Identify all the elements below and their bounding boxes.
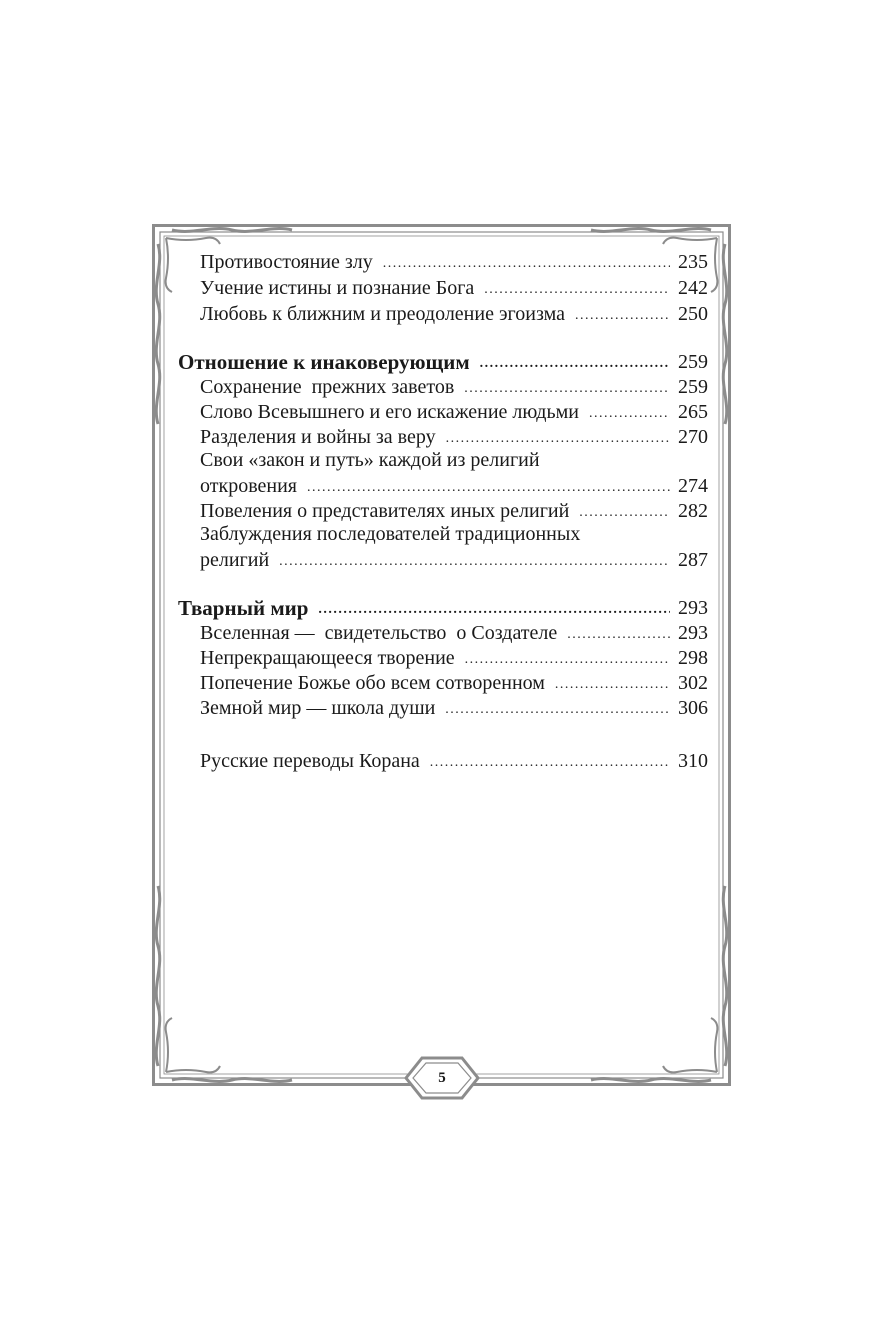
toc-entry-page: 250 [678, 303, 708, 325]
dot-leader [307, 478, 670, 498]
toc-entry [178, 374, 708, 399]
toc-entry-page: 293 [678, 622, 708, 644]
toc-entry-title: Разделения и войны за веру [200, 426, 436, 448]
toc-entry [178, 747, 708, 773]
toc-section-page: 259 [678, 351, 708, 373]
dot-leader [446, 429, 670, 449]
dot-leader [575, 306, 670, 326]
toc-entry-page: 282 [678, 500, 708, 522]
toc-entry-title: Слово Всевышнего и его искажение людьми [200, 401, 579, 423]
spacer [178, 720, 708, 747]
toc-entry [178, 645, 708, 670]
dot-leader [445, 700, 670, 720]
toc-entry-title: Вселенная — свидетельство о Создателе [200, 622, 558, 644]
toc-entry [178, 670, 708, 695]
dot-leader [383, 254, 670, 274]
toc-entry-title: Учение истины и познание Бога [200, 277, 475, 299]
toc-entry [178, 498, 708, 523]
toc-section-page: 293 [678, 597, 708, 619]
toc-section-heading [178, 348, 708, 374]
dot-leader [480, 354, 670, 374]
toc-entry [178, 546, 708, 572]
toc-entry [178, 695, 708, 720]
dot-leader [318, 600, 670, 620]
dot-leader [464, 379, 670, 399]
dot-leader [484, 280, 670, 300]
toc-entry-title: Русские переводы Корана [200, 750, 420, 772]
toc-entry-page: 274 [678, 475, 708, 497]
page-number: 5 [438, 1070, 446, 1086]
toc-entry-title-line2: откровения [200, 475, 298, 497]
toc-entry-page: 265 [678, 401, 708, 423]
toc-entry-title: Любовь к ближним и преодоление эгоизма [200, 303, 565, 325]
toc-entry-title: Непрекращающееся творение [200, 647, 455, 669]
toc-entry-title: Противостояние злу [200, 251, 373, 273]
dot-leader [555, 675, 670, 695]
toc-entry-page: 310 [678, 750, 708, 772]
dot-leader [279, 552, 670, 572]
toc-section-heading [178, 594, 708, 620]
toc-entry [178, 424, 708, 449]
toc-entry-title-line2: религий [200, 549, 270, 571]
toc-entry [178, 248, 708, 274]
toc-section-title: Отношение к инаковерующим [178, 350, 470, 374]
toc-entry [178, 472, 708, 498]
toc-entry-page: 302 [678, 672, 708, 694]
toc-entry-title: Земной мир — школа души [200, 697, 436, 719]
toc-entry [178, 300, 708, 326]
toc-entry-page: 298 [678, 647, 708, 669]
toc-entry [178, 274, 708, 300]
toc-entry [178, 399, 708, 424]
toc-entry-page: 242 [678, 277, 708, 299]
spacer [178, 572, 708, 594]
dot-leader [465, 650, 670, 670]
toc-entry-title: Попечение Божье обо всем сотворенном [200, 672, 545, 694]
toc-entry-page: 270 [678, 426, 708, 448]
toc-entry [178, 620, 708, 645]
toc-entry-title-line1: Свои «закон и путь» каждой из религий [200, 449, 540, 471]
toc-section-title: Тварный мир [178, 596, 309, 620]
dot-leader [430, 753, 670, 773]
dot-leader [567, 625, 670, 645]
page-number-badge [404, 1056, 480, 1100]
toc-entry-page: 306 [678, 697, 708, 719]
table-of-contents [178, 248, 708, 773]
toc-entry-title: Сохранение прежних заветов [200, 376, 455, 398]
toc-entry-page: 235 [678, 251, 708, 273]
toc-entry-page: 287 [678, 549, 708, 571]
toc-entry-page: 259 [678, 376, 708, 398]
toc-entry-title: Повеления о представителях иных религий [200, 500, 570, 522]
dot-leader [589, 404, 670, 424]
spacer [178, 326, 708, 348]
toc-entry-title-line1: Заблуждения последователей традиционных [200, 523, 581, 545]
dot-leader [579, 503, 670, 523]
